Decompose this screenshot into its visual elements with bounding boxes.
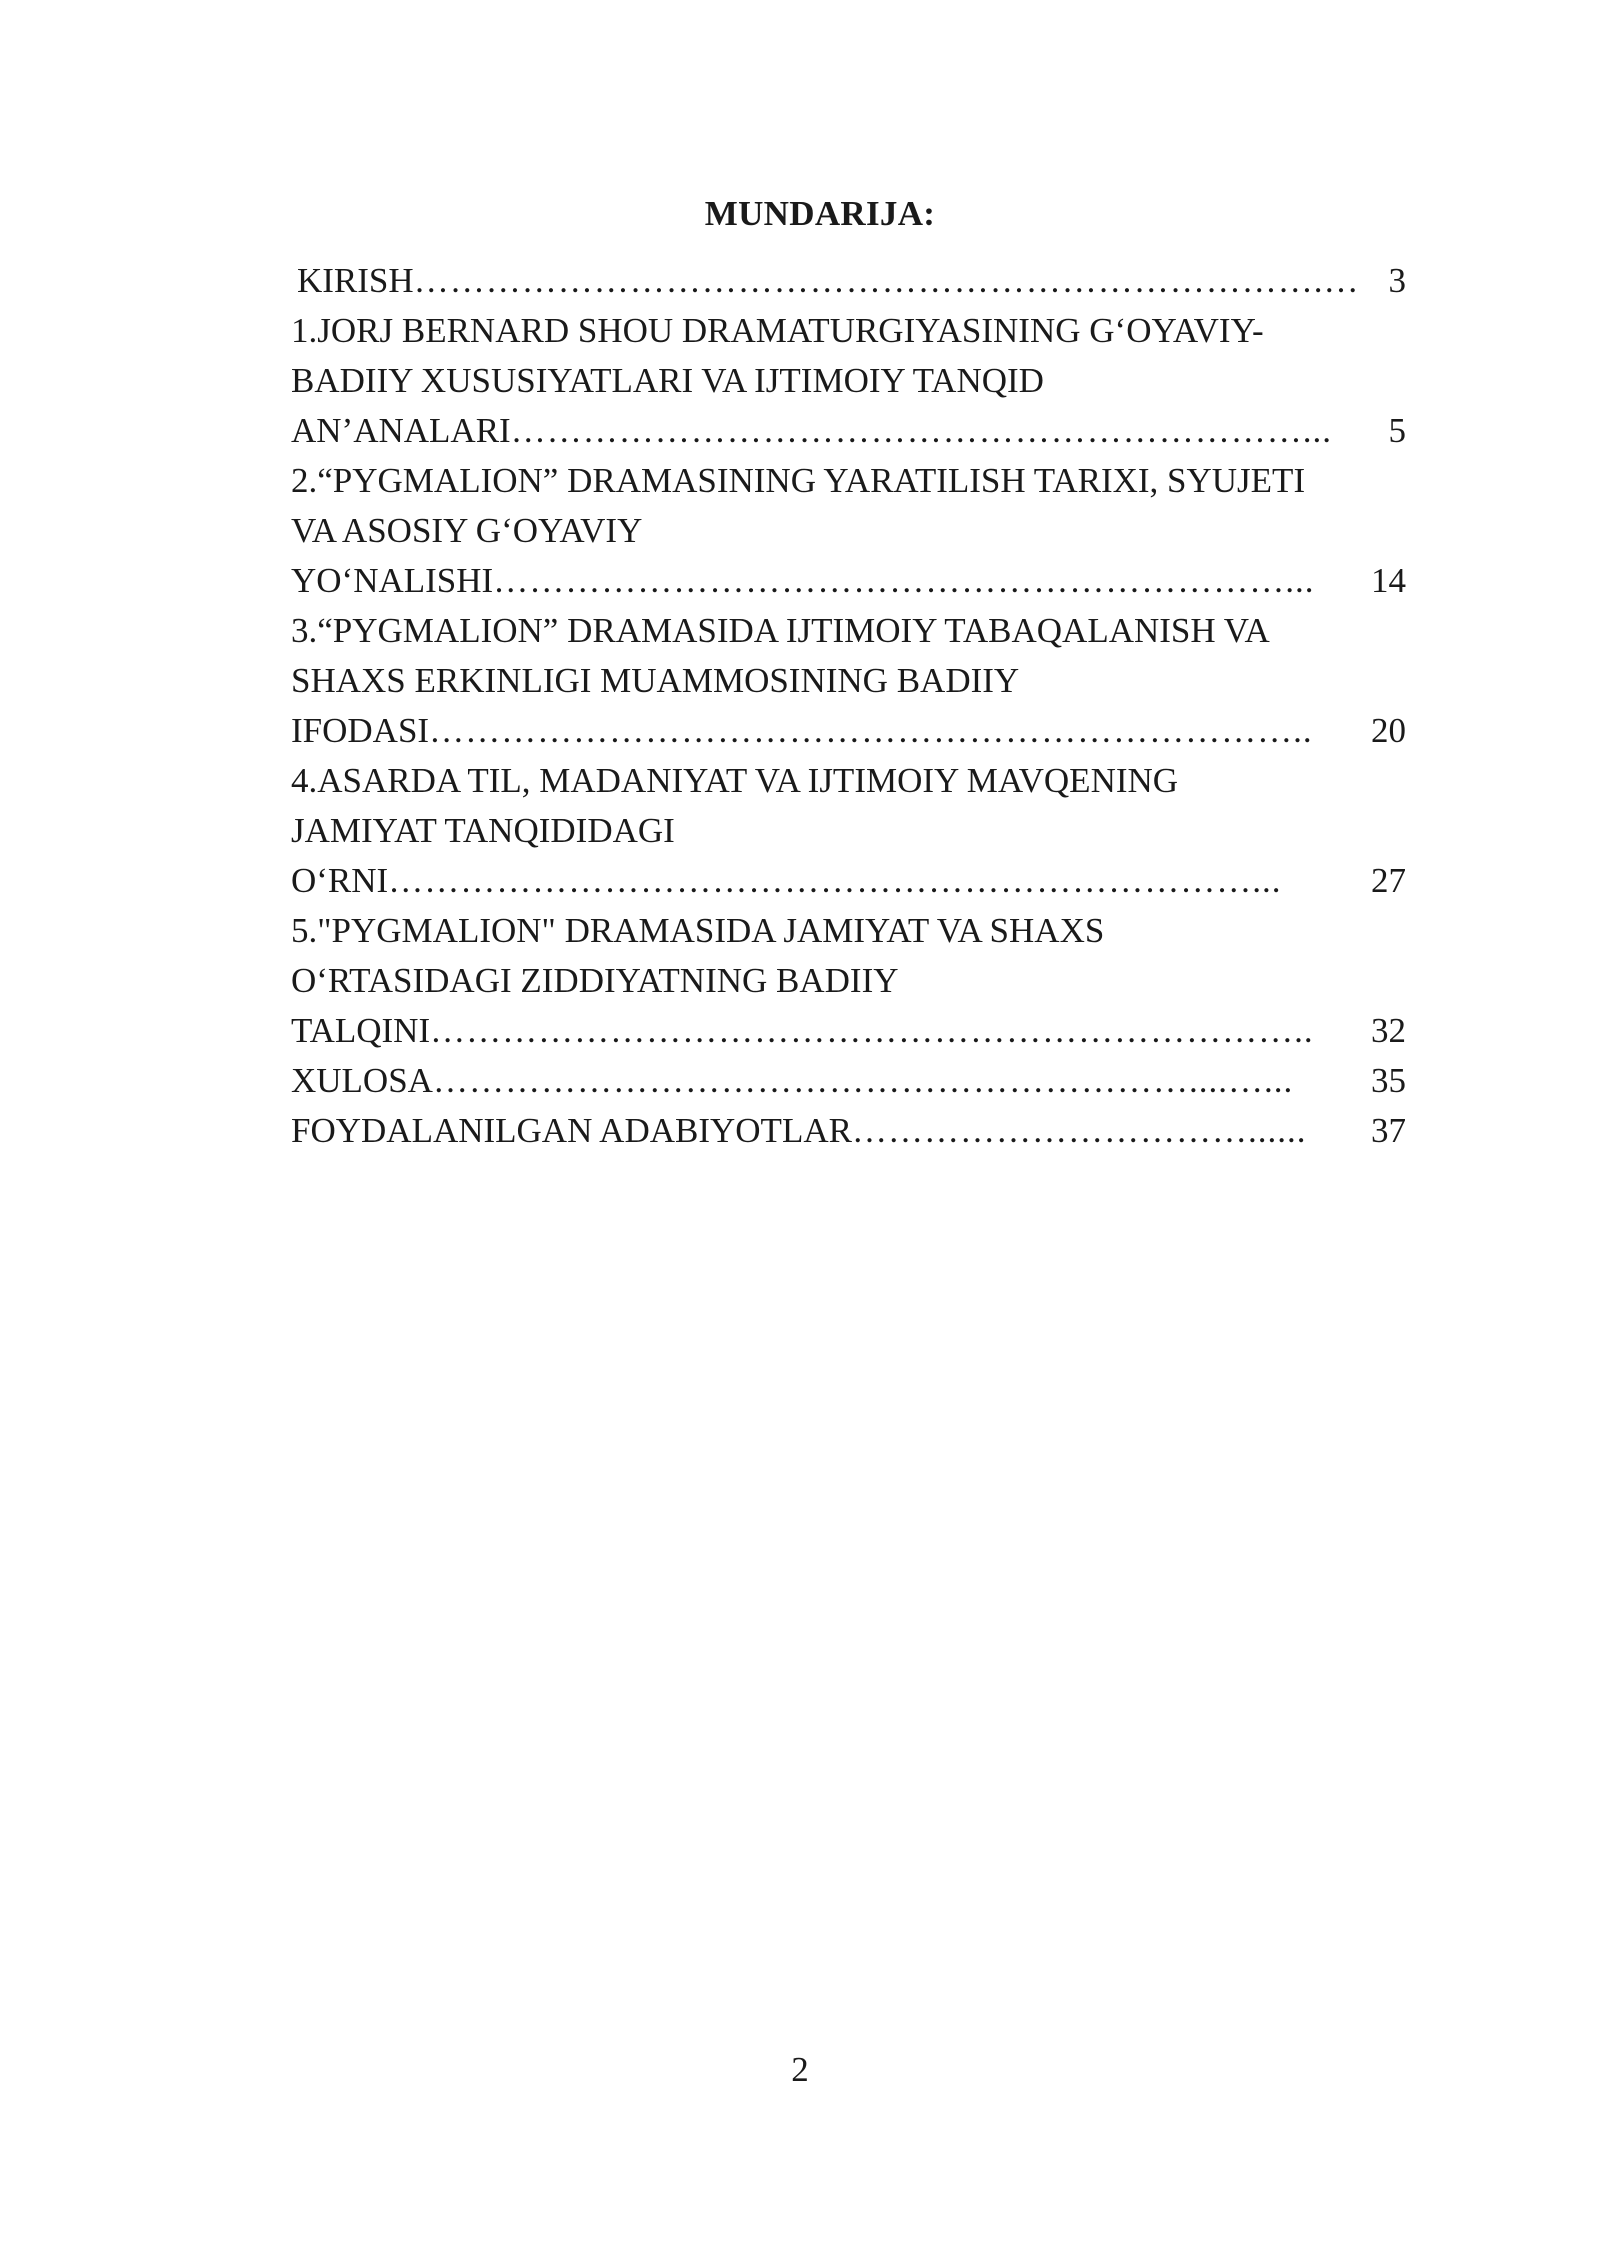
toc-leader-dots: ……………………………………………………………….. bbox=[430, 1011, 1314, 1050]
toc-entry-page: 14 bbox=[1371, 561, 1406, 600]
toc-entry-label: XULOSA bbox=[291, 1061, 433, 1100]
toc-entry-text-line: VA ASOSIY G‘OYAVIY bbox=[291, 511, 643, 550]
toc-entry-4[interactable] bbox=[291, 756, 1406, 906]
toc-entry-text-line: 1.JORJ BERNARD SHOU DRAMATURGIYASINING G‘OYAVIY- bbox=[291, 311, 1264, 350]
toc-entry-1[interactable] bbox=[291, 306, 1406, 456]
toc-entry-label: TALQINI bbox=[291, 1011, 431, 1050]
toc-leader-dots: ………………………………………………………………….… bbox=[413, 261, 1360, 300]
toc-entry-page: 5 bbox=[1388, 411, 1406, 450]
toc-entry-text-line: 2.“PYGMALION” DRAMASINING YARATILISH TARIXI, SYUJETI bbox=[291, 461, 1306, 500]
toc-entry-page: 37 bbox=[1371, 1111, 1406, 1150]
toc-leader-dots: …………………………………………………………... bbox=[510, 411, 1332, 450]
toc-entry-text-line: SHAXS ERKINLIGI MUAMMOSINING BADIIY bbox=[291, 661, 1020, 700]
toc-leader-dots: …………………………………………………………... bbox=[493, 561, 1315, 600]
toc-leader-dots: ………………………………………………………………... bbox=[388, 861, 1282, 900]
toc-entry-page: 20 bbox=[1371, 711, 1406, 750]
toc-entry-label: FOYDALANILGAN ADABIYOTLAR bbox=[291, 1111, 852, 1150]
page-number: 2 bbox=[791, 2050, 809, 2089]
toc-entry-page: 27 bbox=[1371, 861, 1406, 900]
toc-leader-dots: ……………………………...... bbox=[851, 1111, 1307, 1150]
toc-title: MUNDARIJA: bbox=[704, 194, 936, 233]
toc-entry-page: 3 bbox=[1388, 261, 1406, 300]
toc-entry-5[interactable] bbox=[291, 906, 1406, 1056]
toc-entry-label: AN’ANALARI bbox=[291, 411, 511, 450]
toc-entry-3[interactable] bbox=[291, 606, 1406, 756]
toc-entry-text-line: JAMIYAT TANQIDIDAGI bbox=[291, 811, 675, 850]
toc-entry-text-line: 4.ASARDA TIL, MADANIYAT VA IJTIMOIY MAVQENING bbox=[291, 761, 1179, 800]
table-of-contents bbox=[291, 256, 1406, 1156]
toc-entry-text-line: 5."PYGMALION" DRAMASIDA JAMIYAT VA SHAXS bbox=[291, 911, 1105, 950]
toc-entry-page: 35 bbox=[1371, 1061, 1406, 1100]
toc-entry-label: IFODASI bbox=[291, 711, 430, 750]
toc-entry-text-line: O‘RTASIDAGI ZIDDIYATNING BADIIY bbox=[291, 961, 899, 1000]
toc-entry-label: YO‘NALISHI bbox=[291, 561, 494, 600]
toc-entry-foydalanilgan-adabiyotlar[interactable] bbox=[291, 1106, 1406, 1156]
toc-leader-dots: ………………………………………………………....…... bbox=[432, 1061, 1294, 1100]
toc-entry-label: O‘RNI bbox=[291, 861, 389, 900]
toc-entry-xulosa[interactable] bbox=[291, 1056, 1406, 1106]
toc-entry-label: KIRISH bbox=[297, 261, 414, 300]
toc-leader-dots: ……………………………………………………………….. bbox=[429, 711, 1313, 750]
toc-entry-text-line: 3.“PYGMALION” DRAMASIDA IJTIMOIY TABAQALANISH VA bbox=[291, 611, 1270, 650]
toc-entry-2[interactable] bbox=[291, 456, 1406, 606]
toc-entry-page: 32 bbox=[1371, 1011, 1406, 1050]
toc-entry-kirish[interactable] bbox=[291, 256, 1406, 306]
toc-entry-text-line: BADIIY XUSUSIYATLARI VA IJTIMOIY TANQID bbox=[291, 361, 1044, 400]
